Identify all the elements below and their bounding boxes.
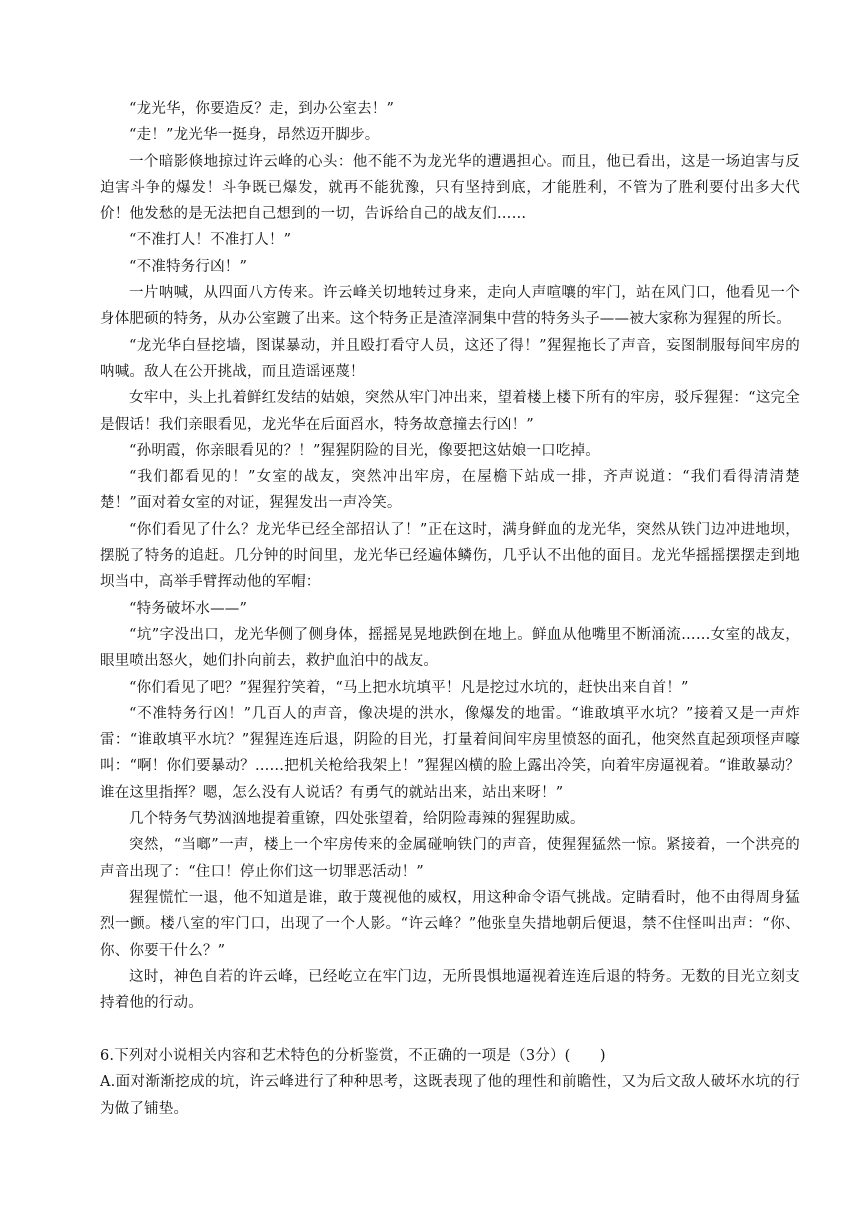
story-paragraph: “龙光华，你要造反？走，到办公室去！” <box>129 101 395 117</box>
story-paragraph: “不准打人！不准打人！” <box>129 232 292 249</box>
story-paragraph: 突然，“当啷”一声，楼上一个牢房传来的金属碰响铁门的声音，使猩猩猛然一惊。紧接着，一个洪亮的声音出现了：“住口！停止你们这一切罪恶活动！” <box>100 837 800 880</box>
question-stem: 6.下列对小说相关内容和艺术特色的分析鉴赏，不正确的一项是（3分）( ) <box>100 1048 606 1064</box>
question-option-a: A.面对渐渐挖成的坑，许云峰进行了种种思考，这既表现了他的理性和前瞻性，又为后文敌人破坏水坑的行为做了铺垫。 <box>100 1074 800 1117</box>
story-paragraph: “龙光华白昼挖墙，图谋暴动，并且殴打看守人员，这还了得！”猩猩拖长了声音，妄图制服每间牢房的呐喊。敌人在公开挑战，而且造谣诬蔑！ <box>100 337 800 380</box>
story-paragraph: 几个特务气势汹汹地提着重镣，四处张望着，给阴险毒辣的猩猩助威。 <box>129 811 585 828</box>
story-paragraph: 一个暗影倏地掠过许云峰的心头：他不能不为龙光华的遭遇担心。而且，他已看出，这是一场迫害与反迫害斗争的爆发！斗争既已爆发，就再不能犹豫，只有坚持到底，才能胜利，不管为了胜利要付出多大代价！他发愁的是无法把自己想到的一切，告诉给自己的战友们…… <box>100 153 800 223</box>
story-paragraph: “不准特务行凶！”几百人的声音，像决堤的洪水，像爆发的地雷。“谁敢填平水坑？”接着又是一声炸雷：“谁敢填平水坑？”猩猩连连后退，阴险的目光，打量着间间牢房里愤怒的面孔，他突然直起颈项怪声嚎叫：“啊！你们要暴动？……把机关枪给我架上！”猩猩凶横的脸上露出冷笑，向着牢房逼视着。“谁敢暴动？谁在这里指挥？嗯，怎么没有人说话？有勇气的就站出来，站出来呀！” <box>100 705 800 801</box>
story-paragraph: 这时，神色自若的许云峰，已经屹立在牢门边，无所畏惧地逼视着连连后退的特务。无数的目光立刻支持着他的行动。 <box>100 968 800 1012</box>
story-text <box>100 96 800 1016</box>
story-paragraph: 一片呐喊，从四面八方传来。许云峰关切地转过身来，走向人声喧嚷的牢门，站在风门口，他看见一个身体肥硕的特务，从办公室踱了出来。这个特务正是渣滓洞集中营的特务头子——被大家称为猩猩的所长。 <box>100 285 800 328</box>
story-paragraph: “走！”龙光华一挺身，昂然迈开脚步。 <box>129 127 380 144</box>
story-paragraph: “你们看见了吧？”猩猩狞笑着，“马上把水坑填平！凡是挖过水坑的，赶快出来自首！” <box>129 679 689 696</box>
story-paragraph: 女牢中，头上扎着鲜红发结的姑娘，突然从牢门冲出来，望着楼上楼下所有的牢房，驳斥猩猩：“这完全是假话！我们亲眼看见，龙光华在后面舀水，特务故意撞去行凶！” <box>100 390 800 433</box>
story-paragraph: “坑”字没出口，龙光华侧了侧身体，摇摇晃晃地跌倒在地上。鲜血从他嘴里不断涌流……女室的战友，眼里喷出怒火，她们扑向前去，救护血泊中的战友。 <box>100 626 800 670</box>
story-paragraph: “我们都看见的！”女室的战友，突然冲出牢房，在屋檐下站成一排，齐声说道：“我们看得清清楚楚！”面对着女室的对证，猩猩发出一声冷笑。 <box>100 469 800 512</box>
question-6 <box>100 1043 800 1122</box>
story-paragraph: “你们看见了什么？龙光华已经全部招认了！”正在这时，满身鲜血的龙光华，突然从铁门边冲进地坝，摆脱了特务的追赶。几分钟的时间里，龙光华已经遍体鳞伤，几乎认不出他的面目。龙光华摇摇摆摆走到地坝当中，高举手臂挥动他的军帽： <box>100 521 800 591</box>
story-paragraph: “孙明霞，你亲眼看见的？！”猩猩阴险的目光，像要把这姑娘一口吃掉。 <box>129 442 600 459</box>
story-paragraph: 猩猩慌忙一退，他不知道是谁，敢于蔑视他的威权，用这种命令语气挑战。定睛看时，他不由得周身猛烈一颤。楼八室的牢门口，出现了一个人影。“许云峰？”他张皇失措地朝后便退，禁不住怪叫出声：“你、你、你要干什么？” <box>100 889 800 959</box>
story-paragraph: “特务破坏水——” <box>129 600 248 617</box>
story-paragraph: “不准特务行凶！” <box>129 258 248 275</box>
